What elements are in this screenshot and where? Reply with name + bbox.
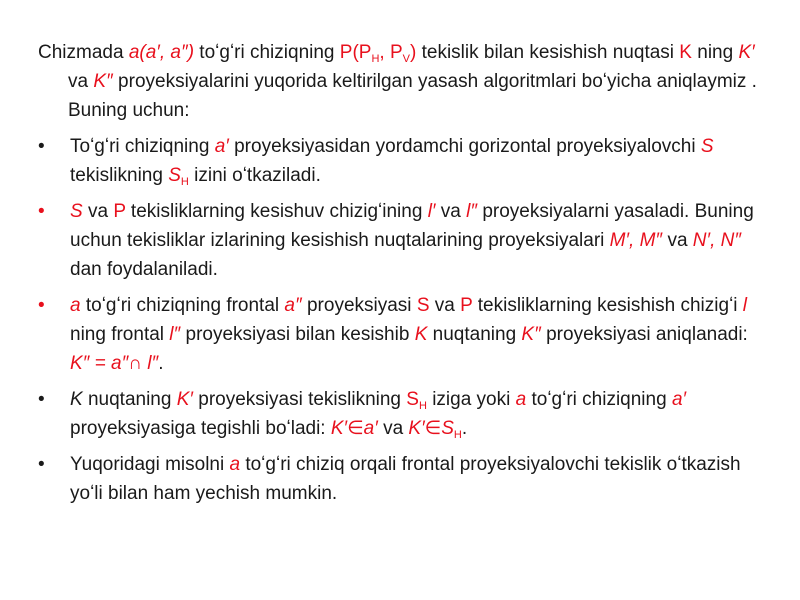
symbol: S xyxy=(406,389,419,410)
subscript: H xyxy=(453,429,462,441)
item-text: tekisliklarning kesishuv chizigʻining xyxy=(125,201,428,222)
item-text: . xyxy=(158,353,164,374)
item-text: nuqtaning xyxy=(82,389,177,410)
item-text: va xyxy=(435,201,467,222)
symbol: l xyxy=(742,295,748,316)
item-text: . xyxy=(461,418,468,439)
symbol: a xyxy=(229,454,241,475)
item-text: Toʻgʻri chiziqning xyxy=(70,136,215,157)
item-text: izini oʻtkaziladi. xyxy=(188,165,321,186)
symbol: a″ xyxy=(284,295,302,316)
formula: K′∈S xyxy=(408,418,454,439)
item-text: tekislikning xyxy=(70,165,169,186)
plane-p-h-subscript: H xyxy=(371,53,380,65)
symbol: N′, N″ xyxy=(692,230,742,251)
intro-text: toʻgʻri chiziqning xyxy=(194,42,340,63)
plane-p-label: ) xyxy=(410,42,417,63)
intro-text: tekislik bilan kesishish nuqtasi xyxy=(416,42,680,63)
item-text: ning frontal xyxy=(70,324,170,345)
item-text: proyeksiyasi bilan kesishib xyxy=(180,324,415,345)
symbol: K″ xyxy=(521,324,541,345)
item-text: Yuqoridagi misolni xyxy=(70,454,230,475)
point-k2-label: K″ xyxy=(93,71,113,92)
item-text: proyeksiyasidan yordamchi gorizontal proyeksiyalovchi xyxy=(228,136,701,157)
symbol: M′, M″ xyxy=(609,230,663,251)
intro-paragraph xyxy=(38,38,760,125)
plane-p-v-subscript: V xyxy=(402,53,410,65)
bullet-dot-icon: • xyxy=(38,201,45,222)
subscript: H xyxy=(418,400,427,412)
bullet-dot-icon: • xyxy=(38,389,45,410)
item-text: va xyxy=(662,230,693,251)
symbol: S xyxy=(70,201,83,222)
formula: K″ = a″∩ l″ xyxy=(70,353,159,374)
intro-text: proyeksiyalarini yuqorida keltirilgan yasash algoritmlari boʻyicha aniqlaymiz . Buning uchun: xyxy=(68,71,757,121)
intro-text: Chizmada xyxy=(38,42,129,63)
list-item xyxy=(38,291,760,378)
symbol: P xyxy=(113,201,126,222)
symbol: K′ xyxy=(176,389,193,410)
item-text: toʻgʻri chiziq orqali frontal proyeksiyalovchi tekislik oʻtkazish yoʻli bilan ham yechish mumkin. xyxy=(70,454,741,504)
bullet-dot-icon: • xyxy=(38,454,45,475)
list-item xyxy=(38,197,760,284)
item-text: proyeksiyasi tekislikning xyxy=(192,389,407,410)
item-text: proyeksiyalarni yasaladi. Buning uchun tekisliklar izlarining kesishish nuqtalarining proyeksiyalari xyxy=(70,201,754,251)
subscript: H xyxy=(180,176,189,188)
plane-p-label: , P xyxy=(379,42,403,63)
item-text: toʻgʻri chiziqning frontal xyxy=(80,295,285,316)
item-text: va xyxy=(82,201,114,222)
symbol: S xyxy=(168,165,181,186)
steps-list xyxy=(38,132,760,508)
formula: K′∈a′ xyxy=(330,418,378,439)
item-text: dan foydalaniladi. xyxy=(70,259,218,280)
item-text: tekisliklarning kesishish chizigʻi xyxy=(472,295,743,316)
point-k1-label: K′ xyxy=(738,42,755,63)
item-text: iziga yoki xyxy=(426,389,516,410)
item-text: proyeksiyasiga tegishli boʻladi: xyxy=(70,418,331,439)
item-text: proyeksiyasi aniqlanadi: xyxy=(540,324,748,345)
point-k-label: K xyxy=(679,42,692,63)
symbol: l″ xyxy=(169,324,181,345)
symbol: K xyxy=(70,389,83,410)
item-text: va xyxy=(377,418,409,439)
symbol: a′ xyxy=(671,389,687,410)
line-a-label: a(a′, a″) xyxy=(128,42,195,63)
list-item xyxy=(38,385,760,443)
item-text: toʻgʻri chiziqning xyxy=(526,389,672,410)
plane-p-label: P(P xyxy=(339,42,372,63)
symbol: P xyxy=(460,295,473,316)
symbol: l′ xyxy=(427,201,436,222)
list-item xyxy=(38,450,760,508)
bullet-dot-icon: • xyxy=(38,136,45,157)
symbol: a xyxy=(70,295,81,316)
symbol: S xyxy=(700,136,714,157)
list-item xyxy=(38,132,760,190)
intro-text: va xyxy=(68,71,94,92)
symbol: S xyxy=(416,295,430,316)
symbol: a xyxy=(515,389,527,410)
symbol: a′ xyxy=(214,136,229,157)
symbol: l″ xyxy=(466,201,478,222)
symbol: K xyxy=(414,324,428,345)
intro-text: ning xyxy=(691,42,739,63)
item-text: proyeksiyasi xyxy=(301,295,417,316)
item-text: nuqtaning xyxy=(427,324,522,345)
item-text: va xyxy=(429,295,461,316)
bullet-dot-icon: • xyxy=(38,295,45,316)
